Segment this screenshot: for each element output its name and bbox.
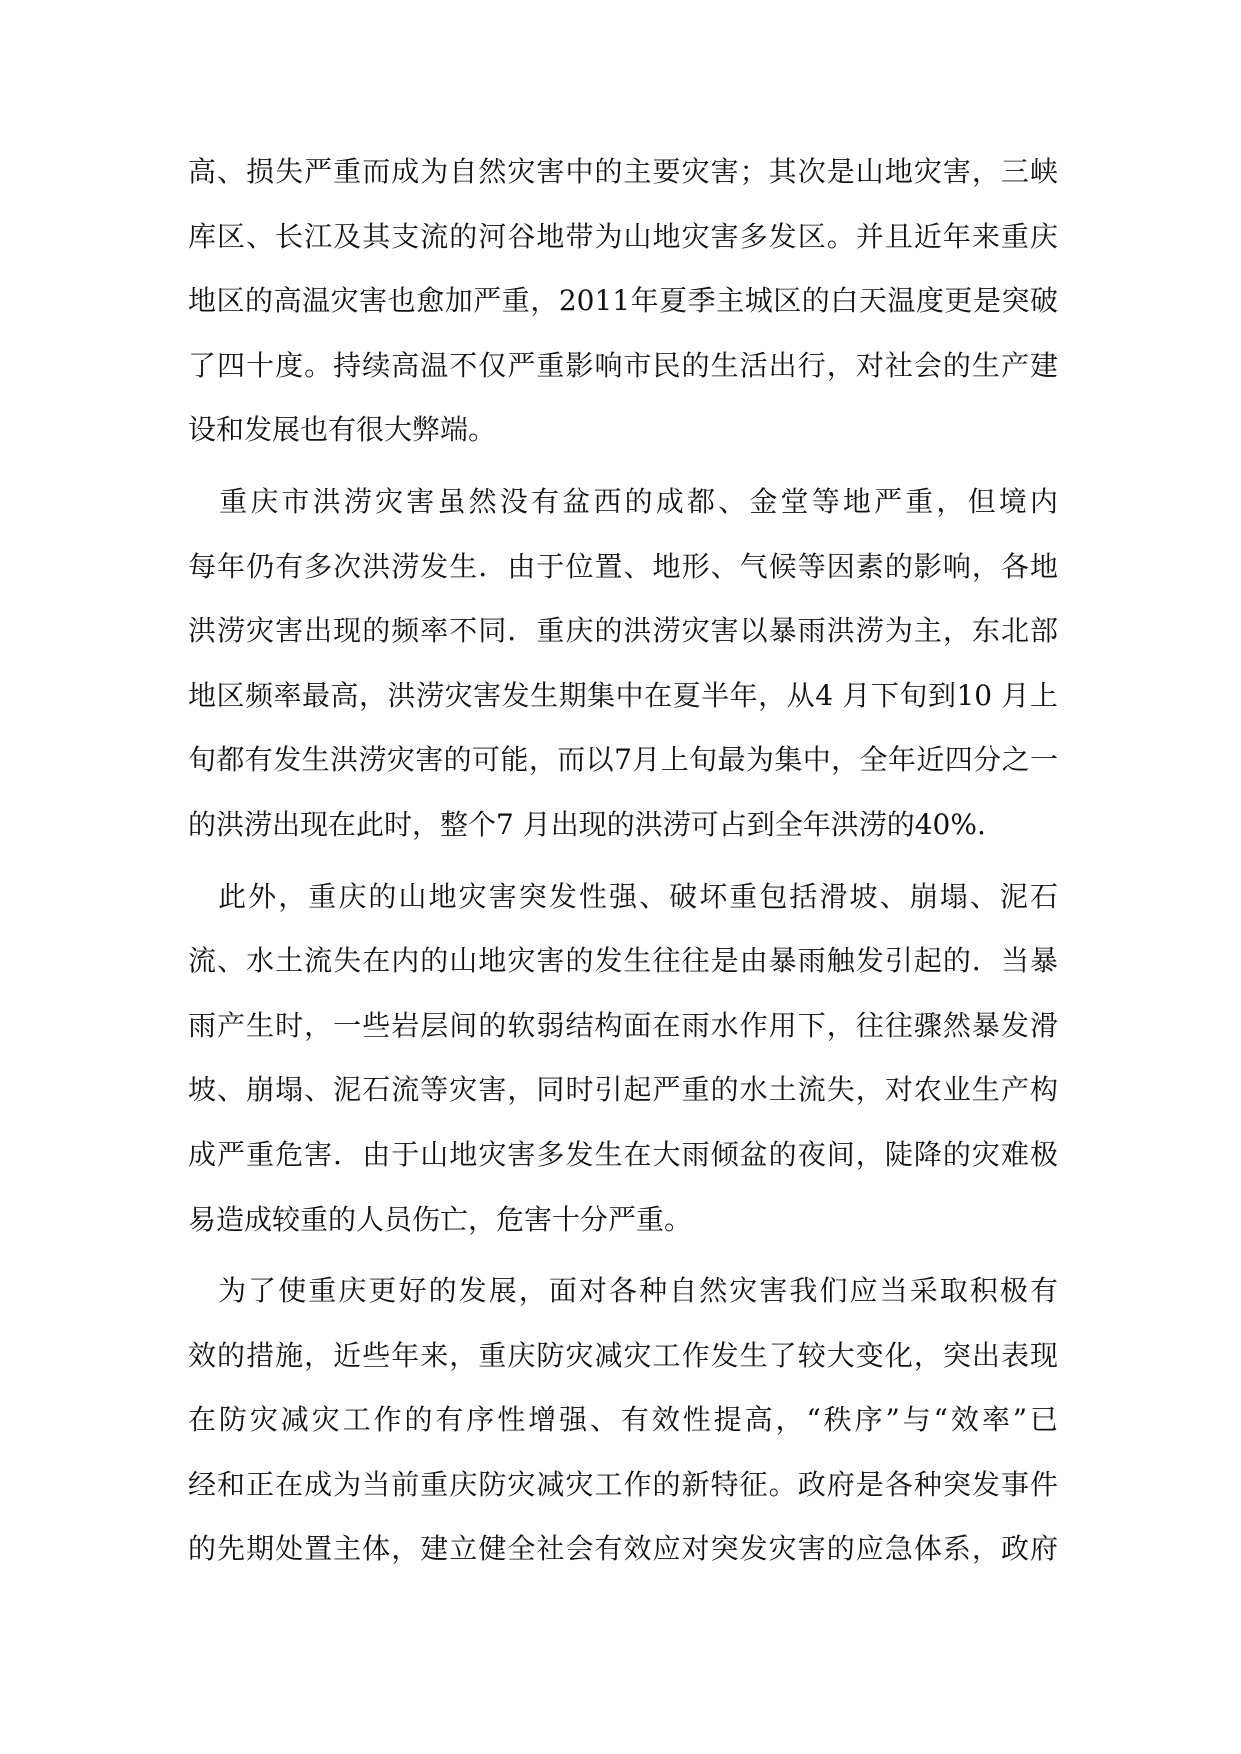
text-line: 效的措施，近些年来，重庆防灾减灾工作发生了较大变化，突出表现 (188, 1338, 1058, 1372)
paragraph-2 (188, 470, 1058, 858)
text-line: 旬都有发生洪涝灾害的可能，而以7月上旬最为集中，全年近四分之一 (188, 743, 1058, 777)
text-line: 为了使重庆更好的发展，面对各种自然灾害我们应当采取积极有 (188, 1274, 1058, 1308)
text-line: 坡、崩塌、泥石流等灾害，同时引起严重的水土流失，对农业生产构 (188, 1073, 1058, 1107)
text-line: 地区频率最高，洪涝灾害发生期集中在夏半年，从4 月下旬到10 月上 (188, 678, 1058, 712)
text-line: 经和正在成为当前重庆防灾减灾工作的新特征。政府是各种突发事件 (188, 1467, 1058, 1501)
text-line: 了四十度。持续高温不仅严重影响市民的生活出行，对社会的生产建 (188, 348, 1058, 382)
text-line: 的洪涝出现在此时，整个7 月出现的洪涝可占到全年洪涝的40%. (188, 807, 986, 841)
text-line: 的先期处置主体，建立健全社会有效应对突发灾害的应急体系，政府 (188, 1532, 1058, 1566)
text-line: 成严重危害．由于山地灾害多发生在大雨倾盆的夜间，陡降的灾难极 (188, 1137, 1058, 1171)
text-line: 洪涝灾害出现的频率不同．重庆的洪涝灾害以暴雨洪涝为主，东北部 (188, 614, 1058, 648)
text-line: 重庆市洪涝灾害虽然没有盆西的成都、金堂等地严重，但境内 (188, 484, 1058, 518)
text-line: 库区、长江及其支流的河谷地带为山地灾害多发区。并且近年来重庆 (188, 219, 1058, 253)
text-line: 地区的高温灾害也愈加严重，2011年夏季主城区的白天温度更是突破 (188, 284, 1058, 318)
text-line: 易造成较重的人员伤亡，危害十分严重。 (188, 1202, 693, 1236)
paragraph-gap (188, 463, 1058, 470)
text-line: 此外，重庆的山地灾害突发性强、破坏重包括滑坡、崩塌、泥石 (188, 879, 1058, 913)
paragraph-gap (188, 1252, 1058, 1259)
paragraph-1 (188, 140, 1058, 463)
paragraph-3 (188, 865, 1058, 1253)
paragraph-gap (188, 858, 1058, 865)
text-line: 高、损失严重而成为自然灾害中的主要灾害；其次是山地灾害，三峡 (188, 155, 1058, 188)
document-body (188, 140, 1058, 1582)
text-line: 雨产生时，一些岩层间的软弱结构面在雨水作用下，往往骤然暴发滑 (188, 1008, 1058, 1042)
paragraph-4 (188, 1259, 1058, 1582)
text-line: 在防灾减灾工作的有序性增强、有效性提高，“秩序”与“效率”已 (188, 1403, 1058, 1437)
text-line: 流、水土流失在内的山地灾害的发生往往是由暴雨触发引起的．当暴 (188, 944, 1058, 978)
text-line: 每年仍有多次洪涝发生．由于位置、地形、气候等因素的影响，各地 (188, 549, 1058, 583)
text-line: 设和发展也有很大弊端。 (188, 413, 497, 447)
